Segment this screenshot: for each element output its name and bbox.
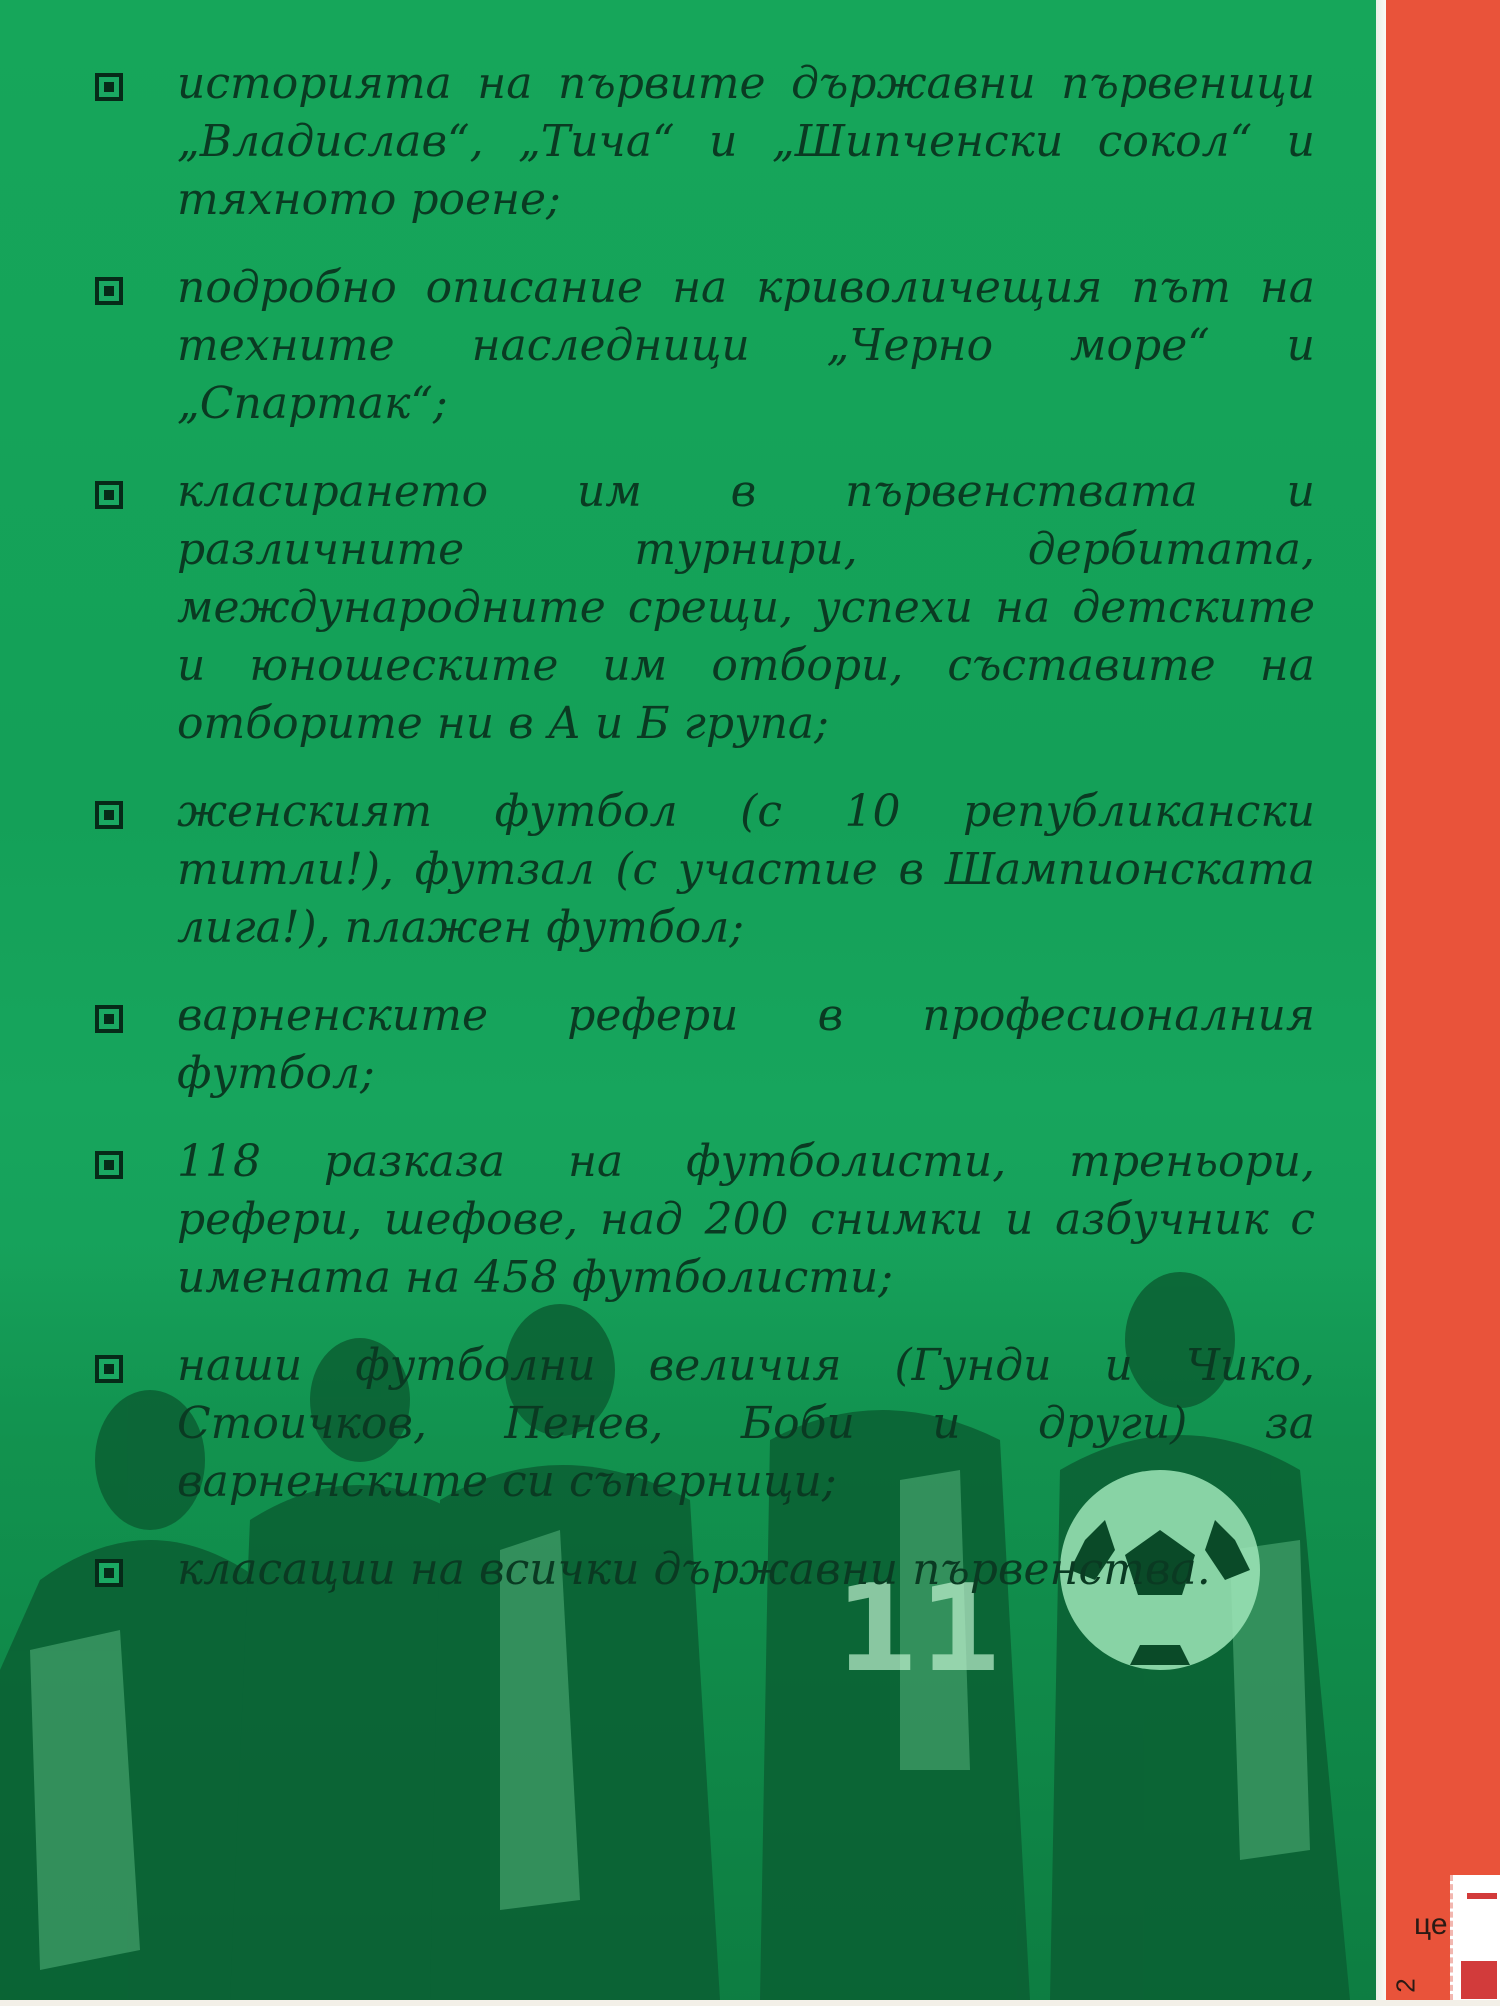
- sticker-mark: [1461, 1961, 1497, 1999]
- jersey-number: 11: [835, 1560, 1002, 1699]
- list-item-text: наши футболни величия (Гунди и Чико, Стоичков, Пенев, Боби и други) за варненските си съперници;: [177, 1340, 1315, 1507]
- list-item: [95, 987, 1315, 1103]
- list-item-text: класирането им в първенствата и различните турнири, дербитата, международните срещи, успехи на детските и юношеските им отбори, съставите на отборите ни в А и Б група;: [177, 466, 1315, 749]
- list-item: [95, 463, 1315, 753]
- square-bullet-icon: [95, 1005, 123, 1033]
- list-item-text: класации на всички държавни първенства.: [177, 1544, 1211, 1595]
- list-item: [95, 1337, 1315, 1511]
- square-bullet-icon: [95, 1559, 123, 1587]
- square-bullet-icon: [95, 1355, 123, 1383]
- list-item: [95, 55, 1315, 229]
- square-bullet-icon: [95, 1151, 123, 1179]
- square-bullet-icon: [95, 73, 123, 101]
- square-bullet-icon: [95, 481, 123, 509]
- square-bullet-icon: [95, 277, 123, 305]
- price-label-fragment: це: [1414, 1908, 1448, 1941]
- list-item-text: подробно описание на криволичещия път на техните наследници „Черно море“ и „Спартак“;: [177, 262, 1315, 429]
- list-item: [95, 1541, 1315, 1599]
- list-item-text: 118 разказа на футболисти, треньори, рефери, шефове, над 200 снимки и азбучник с имената на 458 футболисти;: [177, 1136, 1315, 1303]
- feature-list: [95, 55, 1315, 1599]
- sticker-mark: [1467, 1893, 1497, 1899]
- list-item-text: женският футбол (с 10 републикански титли!), футзал (с участие в Шампионската лига!), плажен футбол;: [177, 786, 1315, 953]
- list-item: [95, 783, 1315, 957]
- code-fragment: 2: [1390, 1978, 1421, 1993]
- list-item: [95, 1133, 1315, 1307]
- list-item: [95, 259, 1315, 433]
- square-bullet-icon: [95, 801, 123, 829]
- cover-edge: [1376, 0, 1386, 2000]
- list-item-text: историята на първите държавни първеници „Владислав“, „Тича“ и „Шипченски сокол“ и тяхното роене;: [177, 58, 1315, 225]
- red-spine-band: [1386, 0, 1500, 2000]
- list-item-text: варненските рефери в професионалния футбол;: [177, 990, 1315, 1099]
- price-sticker: [1450, 1875, 1500, 2000]
